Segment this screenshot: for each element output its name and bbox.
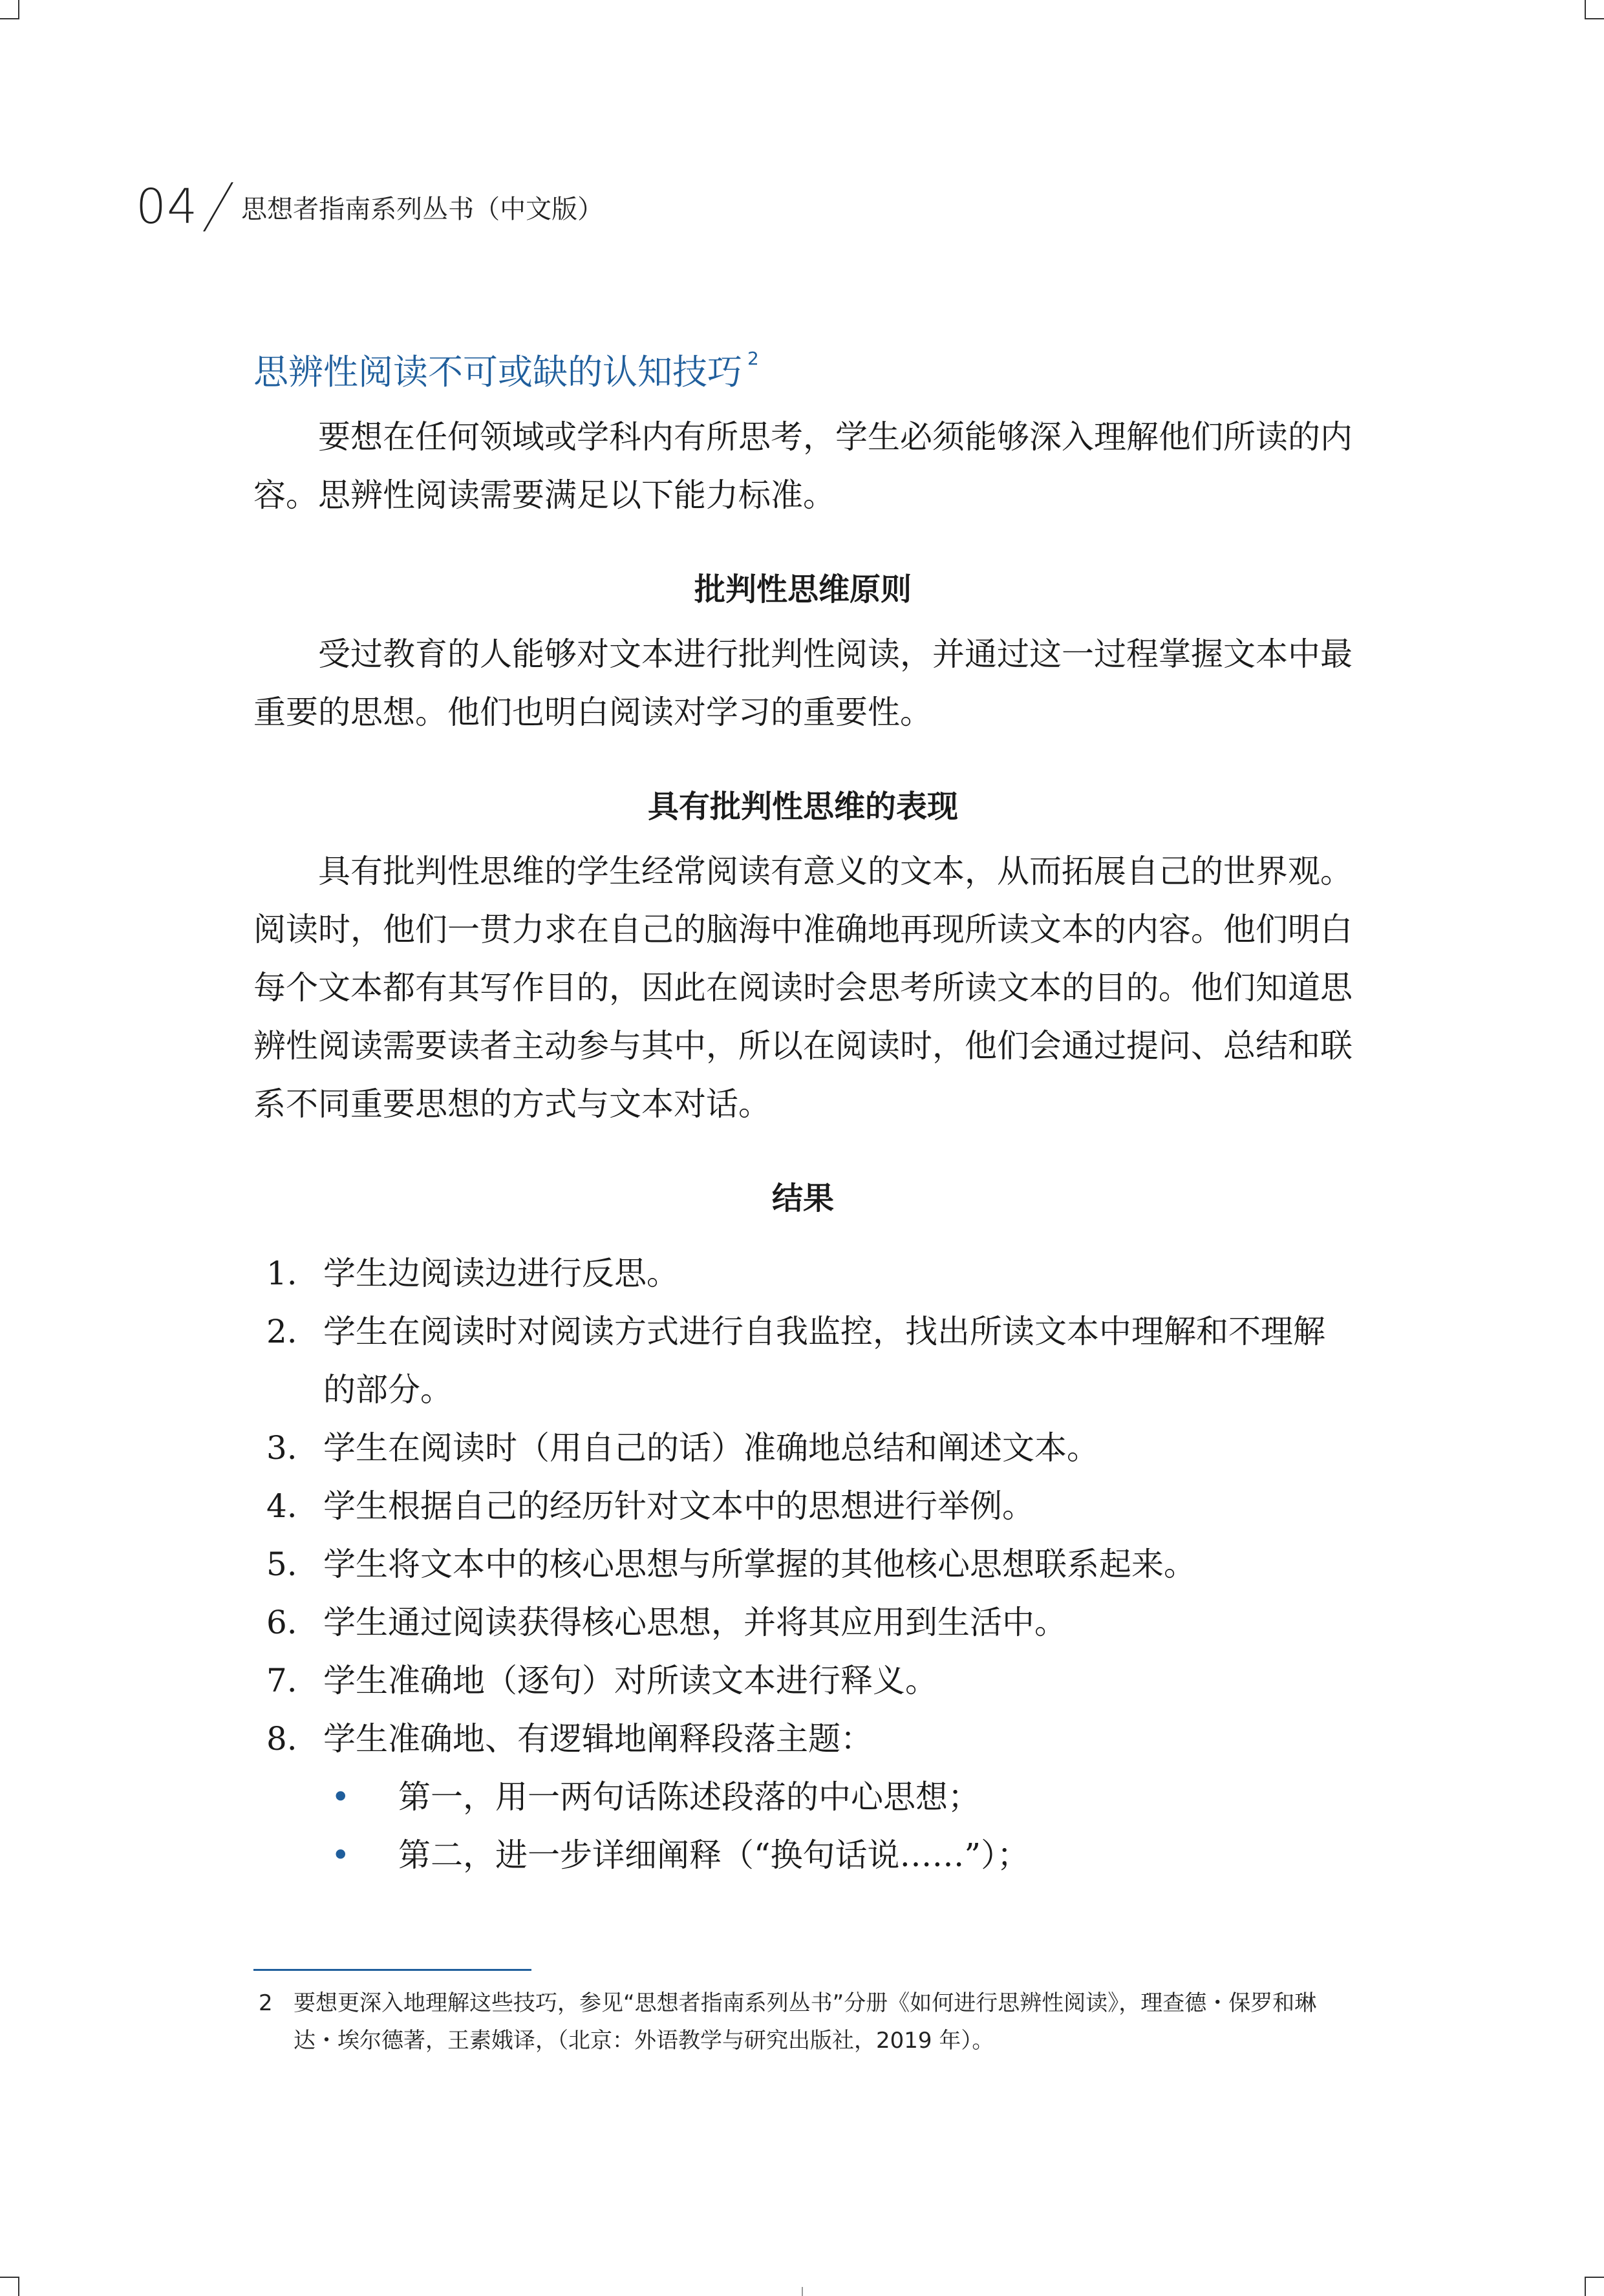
list-item-text: 第一，用一两句话陈述段落的中心思想； xyxy=(398,1778,980,1816)
list-item-number: 8. xyxy=(266,1720,297,1758)
footnote-reference: 2 xyxy=(747,348,759,369)
list-item xyxy=(253,1652,1353,1710)
manifestation-heading: 具有批判性思维的表现 xyxy=(647,789,958,825)
intro-paragraph: 要想在任何领域或学科内有所思考，学生必须能够深入理解他们所读的内容。思辨性阅读需要满足以下能力标准。 xyxy=(253,418,1353,514)
list-item-number: 6. xyxy=(266,1604,297,1641)
list-item-number: 2. xyxy=(266,1313,297,1350)
manifestation-paragraph: 具有批判性思维的学生经常阅读有意义的文本，从而拓展自己的世界观。阅读时，他们一贯力求在自己的脑海中准确地再现所读文本的内容。他们明白每个文本都有其写作目的，因此在阅读时会思考所读文本的目的。他们知道思辨性阅读需要读者主动参与其中，所以在阅读时，他们会通过提问、总结和联系不同重要思想的方式与文本对话。 xyxy=(253,853,1353,1123)
header-divider-slash xyxy=(203,182,233,231)
list-item xyxy=(253,1593,1353,1652)
principle-paragraph: 受过教育的人能够对文本进行批判性阅读，并通过这一过程掌握文本中最重要的思想。他们也明白阅读对学习的重要性。 xyxy=(253,635,1353,731)
crop-mark xyxy=(18,0,19,19)
crop-mark xyxy=(1585,0,1586,19)
book-title: 思想者指南系列丛书（中文版） xyxy=(241,194,604,224)
crop-mark xyxy=(1585,18,1604,19)
page-content xyxy=(253,330,1353,1884)
list-item-number: 1. xyxy=(266,1255,297,1292)
crop-mark xyxy=(18,2277,19,2296)
list-item-number: 7. xyxy=(266,1662,297,1699)
section-title xyxy=(253,330,1353,401)
footnote-text: 要想更深入地理解这些技巧，参见“思想者指南系列丛书”分册《如何进行思辨性阅读》，理查德・保罗和琳达・埃尔德著，王素娥译，（北京：外语教学与研究出版社，2019 年）。 xyxy=(294,1990,1317,2054)
page-number: 04 xyxy=(136,179,198,235)
list-item xyxy=(331,1826,1353,1884)
crop-mark xyxy=(0,18,19,19)
section-title-text: 思辨性阅读不可或缺的认知技巧 xyxy=(253,352,742,392)
list-item xyxy=(253,1419,1353,1477)
list-item xyxy=(253,1535,1353,1593)
list-item-text: 学生准确地、有逻辑地阐释段落主题： xyxy=(323,1720,873,1758)
list-item-text: 学生根据自己的经历针对文本中的思想进行举例。 xyxy=(323,1487,1034,1525)
footnote-divider xyxy=(253,1969,531,1971)
list-item-text: 学生将文本中的核心思想与所掌握的其他核心思想联系起来。 xyxy=(323,1546,1196,1583)
footnote-number: 2 xyxy=(259,1990,273,2016)
bullet-icon: • xyxy=(331,1778,350,1816)
bullet-icon: • xyxy=(331,1836,350,1874)
crop-mark xyxy=(0,2277,19,2278)
running-header xyxy=(136,175,603,239)
outcomes-list xyxy=(253,1244,1353,1768)
list-item-text: 学生准确地（逐句）对所读文本进行释义。 xyxy=(323,1662,937,1699)
list-item-text: 学生在阅读时对阅读方式进行自我监控，找出所读文本中理解和不理解的部分。 xyxy=(323,1313,1325,1408)
list-item-text: 学生通过阅读获得核心思想，并将其应用到生活中。 xyxy=(323,1604,1067,1641)
crop-mark xyxy=(802,2287,803,2296)
list-item-number: 5. xyxy=(266,1546,297,1583)
list-item xyxy=(253,1477,1353,1535)
footnote xyxy=(253,1984,1353,2059)
list-item-text: 第二，进一步详细阐释（“换句话说……”）； xyxy=(398,1836,1030,1874)
list-item xyxy=(253,1710,1353,1768)
list-item-number: 3. xyxy=(266,1429,297,1467)
list-item-number: 4. xyxy=(266,1487,297,1525)
paragraph-theme-steps xyxy=(253,1768,1353,1884)
outcomes-heading: 结果 xyxy=(771,1180,834,1217)
list-item xyxy=(253,1302,1353,1419)
list-item-text: 学生在阅读时（用自己的话）准确地总结和阐述文本。 xyxy=(323,1429,1099,1467)
crop-mark xyxy=(1585,2277,1604,2278)
crop-mark xyxy=(1585,2277,1586,2296)
list-item xyxy=(331,1768,1353,1826)
list-item-text: 学生边阅读边进行反思。 xyxy=(323,1255,679,1292)
principle-heading: 批判性思维原则 xyxy=(694,571,912,608)
list-item xyxy=(253,1244,1353,1302)
